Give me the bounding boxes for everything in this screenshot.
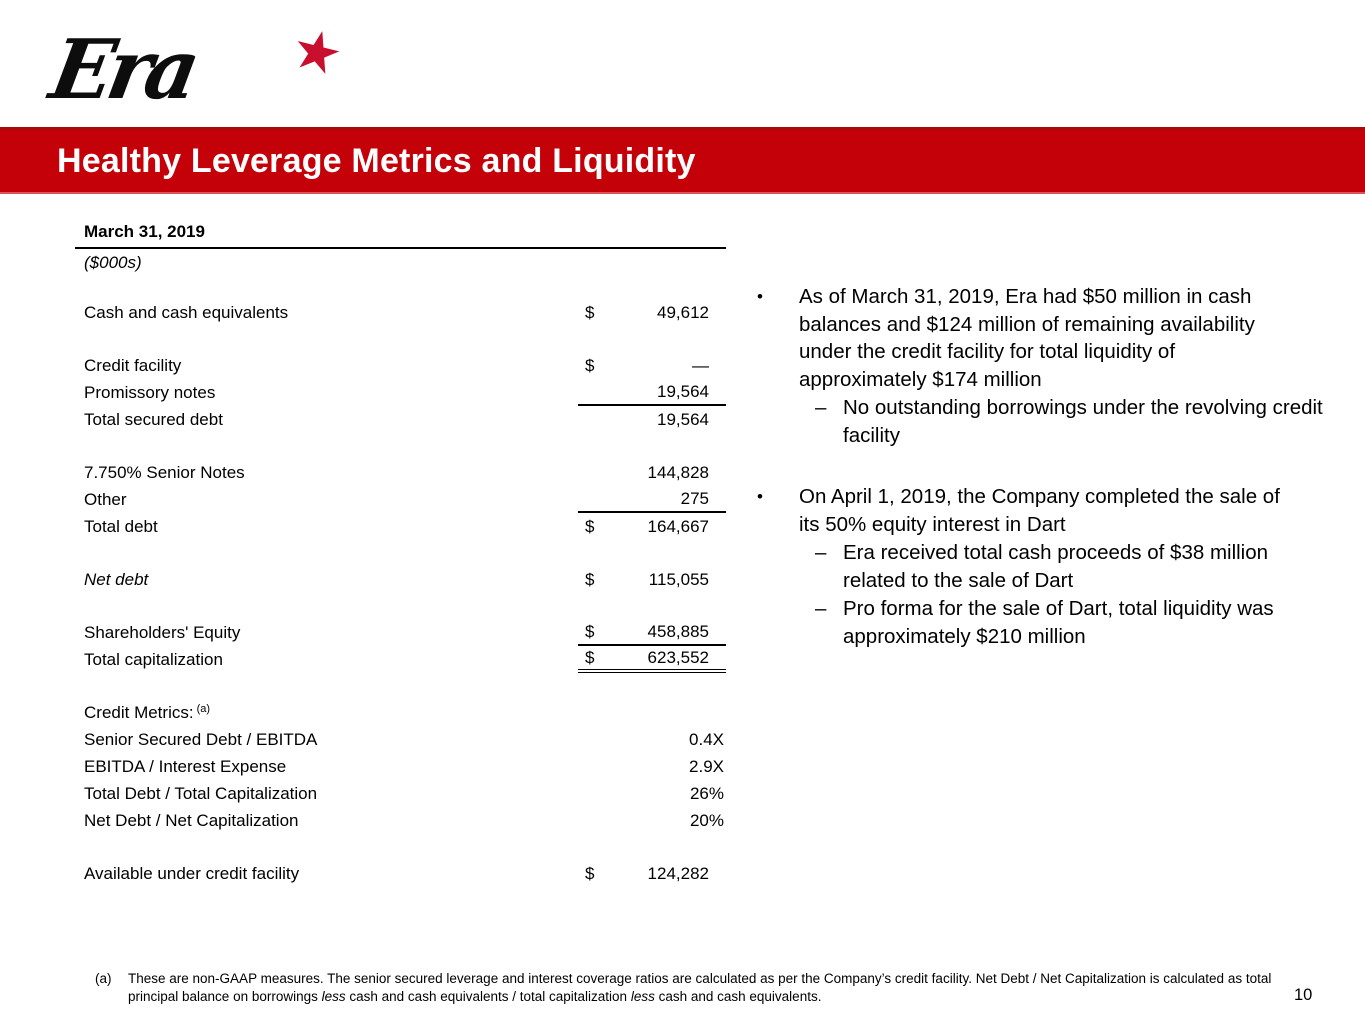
table-row [75, 459, 726, 486]
row-value: 623,552 [647, 647, 709, 667]
table-spacer [75, 326, 726, 352]
footnote-text [128, 970, 1305, 1006]
row-value: — [692, 355, 709, 375]
table-row [75, 860, 726, 887]
leverage-table [75, 222, 726, 887]
footnote-less: less [321, 989, 346, 1004]
table-row [75, 566, 726, 593]
table-date-header: March 31, 2019 [75, 222, 726, 249]
table-row [75, 807, 726, 834]
row-value: 19,564 [657, 409, 709, 429]
era-logo [43, 14, 352, 128]
row-amount [578, 299, 726, 326]
row-amount [578, 780, 726, 807]
row-label: Total capitalization [84, 649, 223, 669]
row-label: Credit Metrics: $^{(a)}$ [84, 702, 211, 722]
row-amount [578, 619, 726, 646]
dollar-sign: $ [585, 647, 595, 667]
row-value: 19,564 [657, 381, 709, 401]
dash-icon: – [815, 396, 827, 419]
title-banner [0, 127, 1365, 194]
bullet-icon: • [757, 287, 763, 306]
era-logo-text: Era [43, 22, 202, 118]
bullet-group [748, 483, 1326, 650]
footnote-seg: cash and cash equivalents / total capitalization [345, 989, 631, 1004]
row-amount [578, 753, 726, 780]
row-label: Promissory notes [84, 382, 216, 402]
sub-bullet-item [815, 394, 1326, 449]
table-row [75, 753, 726, 780]
table-row [75, 406, 726, 433]
row-label: Total secured debt [84, 409, 223, 429]
table-spacer [75, 834, 726, 860]
page-title: Healthy Leverage Metrics and Liquidity [57, 142, 696, 180]
footnote-seg: cash and cash equivalents. [654, 989, 822, 1004]
row-value: 20% [689, 810, 724, 830]
row-amount [578, 726, 726, 753]
row-footnote-ref: (a) [196, 702, 211, 715]
page-number: 10 [1294, 986, 1313, 1004]
dollar-sign: $ [585, 621, 595, 641]
table-row [75, 780, 726, 807]
table-row [75, 513, 726, 540]
table-row [75, 486, 726, 513]
row-value: 164,667 [647, 516, 709, 536]
row-amount [578, 566, 726, 593]
footnote-marker: (a) [95, 971, 112, 986]
table-row [75, 726, 726, 753]
table-spacer [75, 673, 726, 699]
row-amount [578, 646, 726, 673]
row-label: EBITDA / Interest Expense [84, 756, 287, 776]
table-row [75, 379, 726, 406]
sub-bullet-text: Era received total cash proceeds of $38 million related to the sale of Dart [843, 541, 1269, 592]
dollar-sign: $ [585, 302, 595, 322]
sub-bullet-item [815, 595, 1326, 650]
row-amount [578, 379, 726, 406]
table-spacer [75, 540, 726, 566]
row-label: Senior Secured Debt / EBITDA [84, 729, 318, 749]
table-row [75, 299, 726, 326]
table-units-label: ($000s) [84, 253, 142, 272]
star-icon: ★ [285, 14, 350, 89]
row-value: 26% [689, 783, 724, 803]
bullet-group [748, 283, 1326, 449]
dollar-sign: $ [585, 355, 595, 375]
row-amount [578, 699, 726, 726]
row-label: Net debt [84, 569, 149, 589]
row-value: 144,828 [647, 462, 709, 482]
row-amount [578, 352, 726, 379]
bullet-text: As of March 31, 2019, Era had $50 million in cash balances and $124 million of remaining availability under the credit facility for total liquidity of approximately $174 million [799, 285, 1255, 391]
bullet-item [748, 283, 1326, 393]
table-row [75, 619, 726, 646]
row-amount [578, 513, 726, 540]
dollar-sign: $ [585, 516, 595, 536]
table-body [75, 299, 726, 887]
row-amount [578, 406, 726, 433]
row-label: Total Debt / Total Capitalization [84, 783, 318, 803]
row-value: 275 [680, 488, 709, 508]
row-amount [578, 807, 726, 834]
bullet-text: On April 1, 2019, the Company completed the sale of its 50% equity interest in Dart [799, 485, 1280, 536]
row-label: Shareholders' Equity [84, 622, 241, 642]
table-row [75, 352, 726, 379]
sub-bullet-item [815, 539, 1326, 594]
row-value: 115,055 [648, 569, 709, 589]
dollar-sign: $ [585, 569, 595, 589]
row-label: Cash and cash equivalents [84, 302, 289, 322]
row-value: 49,612 [657, 302, 709, 322]
dash-icon: – [815, 541, 827, 564]
dash-icon: – [815, 597, 827, 620]
row-amount [578, 486, 726, 513]
table-row [75, 699, 726, 726]
row-label: Credit facility [84, 355, 182, 375]
row-value: 0.4X [689, 729, 724, 749]
row-amount [578, 860, 726, 887]
bullet-item [748, 483, 1326, 538]
row-value: 2.9X [689, 756, 724, 776]
dollar-sign: $ [585, 863, 595, 883]
footnote [95, 970, 1305, 1006]
sub-bullet-text: Pro forma for the sale of Dart, total liquidity was approximately $210 million [843, 597, 1274, 648]
bullet-list [748, 283, 1326, 684]
row-label: 7.750% Senior Notes [84, 462, 245, 482]
table-spacer [75, 593, 726, 619]
row-label: Total debt [84, 516, 158, 536]
row-amount [578, 459, 726, 486]
row-label: Other [84, 489, 127, 509]
row-label: Net Debt / Net Capitalization [84, 810, 299, 830]
footnote-less: less [630, 989, 655, 1004]
table-row [75, 646, 726, 673]
row-label: Available under credit facility [84, 863, 300, 883]
bullet-icon: • [757, 487, 763, 506]
footnote-seg: These are non-GAAP measures. The senior secured leverage and interest coverage ratios are calculated as per the Company’s credit facility. Net Debt / Net Capitalization is calculated as total principal balance on borrowings [128, 971, 1272, 1004]
table-spacer [75, 433, 726, 459]
row-value: 458,885 [647, 621, 709, 641]
sub-bullet-text: No outstanding borrowings under the revolving credit facility [843, 396, 1323, 447]
row-value: 124,282 [647, 863, 709, 883]
